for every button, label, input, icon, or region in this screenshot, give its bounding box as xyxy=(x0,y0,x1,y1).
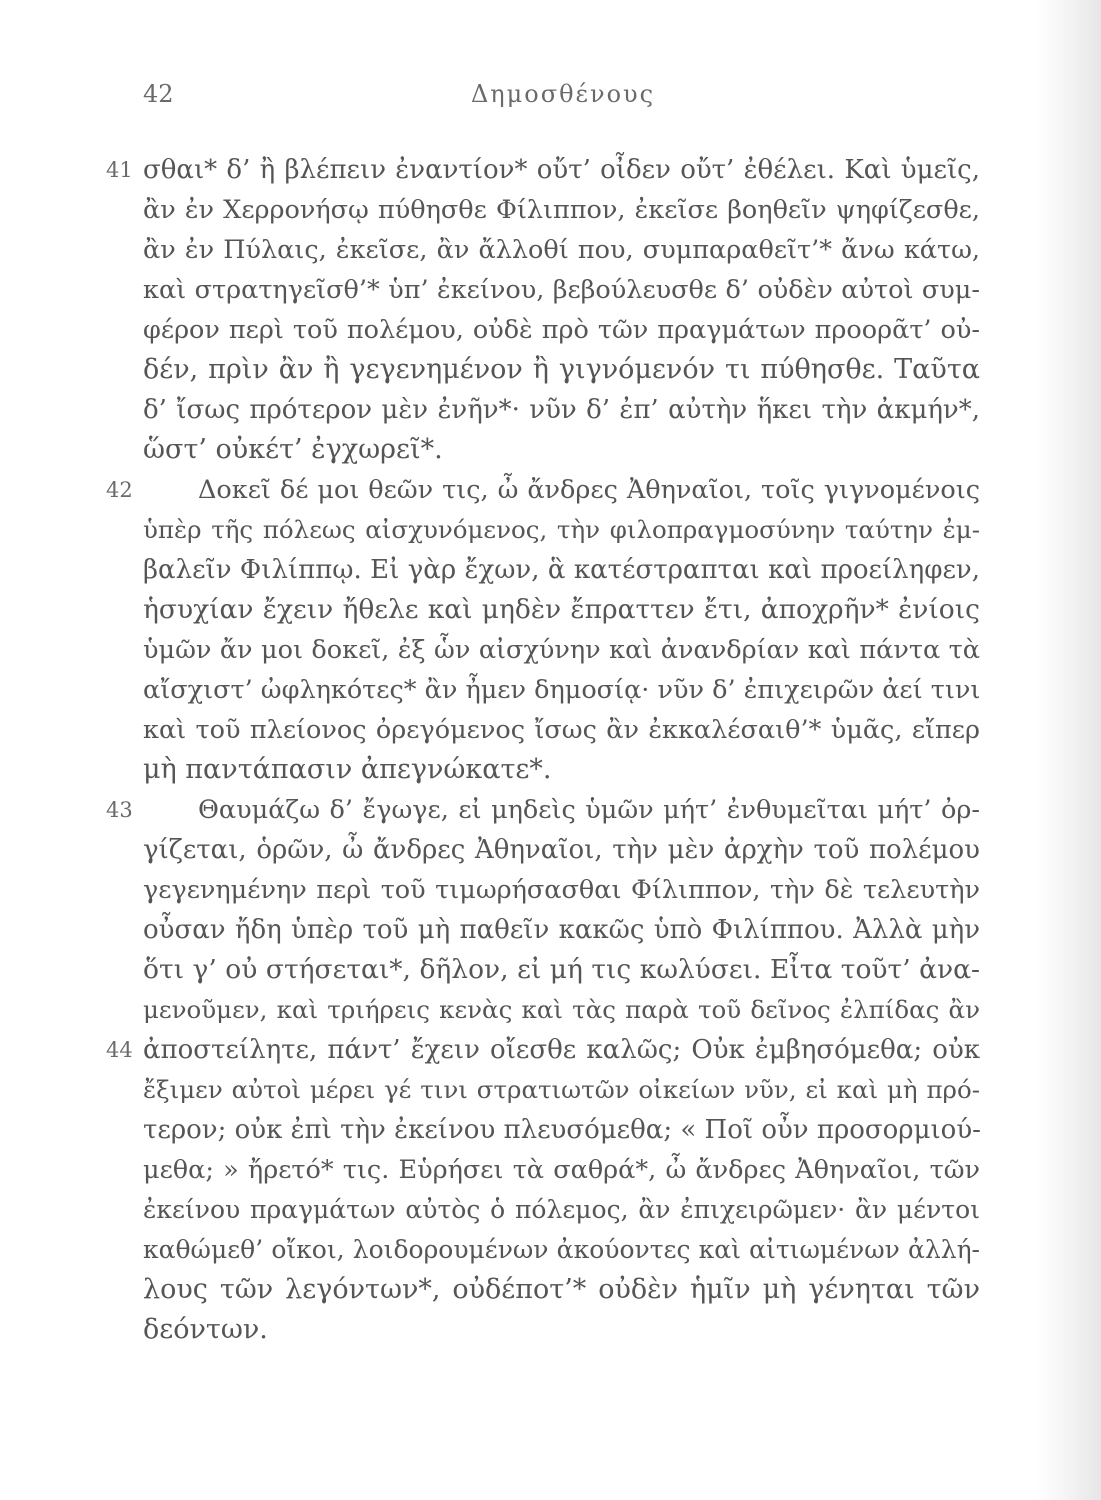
text-line: Θαυμάζω δ’ ἔγωγε, εἰ μηδεὶς ὑμῶν μήτ’ ἐνθυμεῖται μήτ’ ὀρ- xyxy=(198,795,980,825)
text-line: ἂν ἐν Χερρονήσῳ πύθησθε Φίλιππον, ἐκεῖσε βοηθεῖν ψηφίζεσθε, xyxy=(143,195,980,225)
text-line: καὶ στρατηγεῖσθ’* ὑπ’ ἐκείνου, βεβούλευσθε δ’ οὐδὲν αὐτοὶ συμ- xyxy=(143,275,980,305)
text-line: ὑμῶν ἄν μοι δοκεῖ, ἐξ ὧν αἰσχύνην καὶ ἀνανδρίαν καὶ πάντα τὰ xyxy=(143,635,980,665)
text-line: μεθα; » ἤρετό* τις. Εὑρήσει τὰ σαθρά*, ὦ ἄνδρες Ἀθηναῖοι, τῶν xyxy=(143,1155,980,1185)
text-line: ἂν ἐν Πύλαις, ἐκεῖσε, ἂν ἄλλοθί που, συμπαραθεῖτ’* ἄνω κάτω, xyxy=(143,235,980,265)
text-line: δέν, πρὶν ἂν ἢ γεγενημένον ἢ γιγνόμενόν τι πύθησθε. Ταῦτα xyxy=(143,354,980,385)
page-number: 42 xyxy=(143,80,174,108)
text-line: βαλεῖν Φιλίππῳ. Εἰ γὰρ ἔχων, ἃ κατέστραπται καὶ προείληφεν, xyxy=(143,555,980,585)
text-line: γεγενημένην περὶ τοῦ τιμωρήσασθαι Φίλιππον, τὴν δὲ τελευτὴν xyxy=(143,875,980,905)
text-line: ὥστ’ οὐκέτ’ ἐγχωρεῖ*. xyxy=(143,434,443,465)
text-line: φέρον περὶ τοῦ πολέμου, οὐδὲ πρὸ τῶν πραγμάτων προορᾶτ’ οὐ- xyxy=(143,315,980,345)
section-number-41: 41 xyxy=(106,158,133,182)
text-line: οὖσαν ἤδη ὑπὲρ τοῦ μὴ παθεῖν κακῶς ὑπὸ Φιλίππου. Ἀλλὰ μὴν xyxy=(143,915,980,945)
text-line: δεόντων. xyxy=(143,1314,268,1345)
text-line: Δοκεῖ δέ μοι θεῶν τις, ὦ ἄνδρες Ἀθηναῖοι, τοῖς γιγνομένοις xyxy=(198,475,980,505)
text-line: καθώμεθ’ οἴκοι, λοιδορουμένων ἀκούοντες καὶ αἰτιωμένων ἀλλή- xyxy=(143,1235,980,1264)
text-line: λους τῶν λεγόντων*, οὐδέποτ’* οὐδὲν ἡμῖν μὴ γένηται τῶν xyxy=(143,1274,980,1305)
text-line: ὅτι γ’ οὐ στήσεται*, δῆλον, εἰ μή τις κωλύσει. Εἶτα τοῦτ’ ἀνα- xyxy=(143,954,980,985)
text-line: ὑπὲρ τῆς πόλεως αἰσχυνόμενος, τὴν φιλοπραγμοσύνην ταύτην ἐμ- xyxy=(143,515,980,544)
text-line: ἔξιμεν αὐτοὶ μέρει γέ τινι στρατιωτῶν οἰκείων νῦν, εἰ καὶ μὴ πρό- xyxy=(143,1075,980,1104)
text-line: αἴσχιστ’ ὠφληκότες* ἂν ἦμεν δημοσίᾳ· νῦν δ’ ἐπιχειρῶν ἀεί τινι xyxy=(143,675,981,705)
page-header xyxy=(143,78,983,110)
text-line: καὶ τοῦ πλείονος ὀρεγόμενος ἴσως ἂν ἐκκαλέσαιθ’* ὑμᾶς, εἴπερ xyxy=(143,715,980,745)
text-line: μενοῦμεν, καὶ τριήρεις κενὰς καὶ τὰς παρὰ τοῦ δεῖνος ἐλπίδας ἂν xyxy=(143,995,980,1024)
section-number-43: 43 xyxy=(106,798,133,822)
section-number-44: 44 xyxy=(106,1038,133,1062)
running-title: Δημοσθένους xyxy=(470,80,656,108)
text-line: ἐκείνου πραγμάτων αὐτὸς ὁ πόλεμος, ἂν ἐπιχειρῶμεν· ἂν μέντοι xyxy=(143,1195,980,1224)
section-number-42: 42 xyxy=(106,478,133,502)
text-line: ἡσυχίαν ἔχειν ἤθελε καὶ μηδὲν ἔπραττεν ἔτι, ἀποχρῆν* ἐνίοις xyxy=(143,594,980,625)
text-line: σθαι* δ’ ἢ βλέπειν ἐναντίον* οὔτ’ οἶδεν οὔτ’ ἐθέλει. Καὶ ὑμεῖς, xyxy=(143,155,980,185)
text-line: γίζεται, ὁρῶν, ὦ ἄνδρες Ἀθηναῖοι, τὴν μὲν ἀρχὴν τοῦ πολέμου xyxy=(143,835,980,865)
text-line: μὴ παντάπασιν ἀπεγνώκατε*. xyxy=(143,754,552,785)
text-line: δ’ ἴσως πρότερον μὲν ἐνῆν*· νῦν δ’ ἐπ’ αὐτὴν ἥκει τὴν ἀκμήν*, xyxy=(143,395,980,425)
text-line: ἀποστείλητε, πάντ’ ἔχειν οἴεσθε καλῶς; Οὐκ ἐμβησόμεθα; οὐκ xyxy=(143,1035,980,1065)
text-line: τερον; οὐκ ἐπὶ τὴν ἐκείνου πλευσόμεθα; « Ποῖ οὖν προσορμιού- xyxy=(143,1115,981,1145)
